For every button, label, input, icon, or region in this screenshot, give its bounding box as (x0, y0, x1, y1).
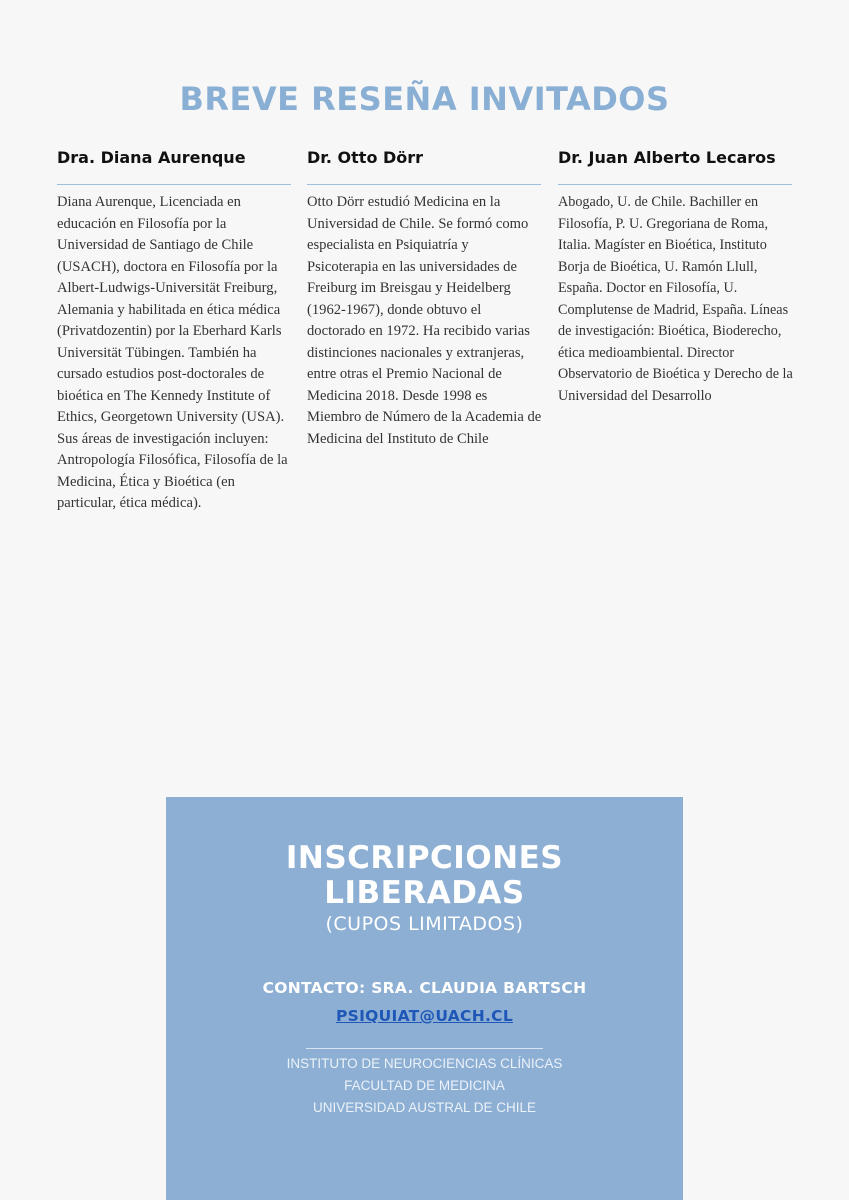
institution-line: INSTITUTO DE NEUROCIENCIAS CLÍNICAS (286, 1056, 563, 1071)
divider (57, 184, 291, 185)
guest-name: Dra. Diana Aurenque (57, 148, 246, 167)
registration-title-line1: INSCRIPCIONES (285, 840, 564, 876)
page-title: BREVE RESEÑA INVITADOS (179, 80, 670, 118)
guest-column-dorr (307, 146, 543, 450)
university-line: UNIVERSIDAD AUSTRAL DE CHILE (312, 1100, 537, 1115)
guest-bio: Diana Aurenque, Licenciada en educación en Filosofía por la Universidad de Santiago de Chile (USACH), doctora en Filosofía por la Albert-Ludwigs-Universität Freiburg, Alemania y habilitada en ética médica (Privatdozentin) por la Eberhard Karls Universität Tübingen. También ha cursado estudios post-doctorales de bioética en The Kennedy Institute of Ethics, Georgetown University (USA). Sus áreas de investigación incluyen: Antropología Filosófica, Filosofía de la Medicina, Ética y Bioética (en particular, ética médica). (57, 194, 288, 511)
divider (558, 184, 792, 185)
guest-column-lecaros (558, 146, 794, 407)
guest-bio: Abogado, U. de Chile. Bachiller en Filosofía, P. U. Gregoriana de Roma, Italia. Magíster en Bioética, Instituto Borja de Bioética, U. Ramón Llull, España. Doctor en Filosofía, U. Complutense de Madrid, España. Líneas de investigación: Bioética, Bioderecho, ética medioambiental. Director Observatorio de Bioética y Derecho de la Universidad del Desarrollo (558, 194, 793, 404)
registration-subtitle: (CUPOS LIMITADOS) (325, 913, 524, 935)
faculty-line: FACULTAD DE MEDICINA (344, 1078, 505, 1093)
institution-block (166, 1053, 683, 1119)
email-link[interactable]: PSIQUIAT@UACH.CL (335, 1007, 514, 1025)
divider (307, 184, 541, 185)
contact-line: CONTACTO: SRA. CLAUDIA BARTSCH (262, 979, 587, 997)
registration-title (166, 797, 683, 911)
registration-title-line2: LIBERADAS (324, 875, 525, 911)
guest-name: Dr. Juan Alberto Lecaros (558, 148, 776, 167)
guest-name: Dr. Otto Dörr (307, 148, 424, 167)
registration-panel (166, 797, 683, 1200)
divider (306, 1048, 543, 1049)
guest-bio: Otto Dörr estudió Medicina en la Universidad de Chile. Se formó como especialista en Psiquiatría y Psicoterapia en las universidades de Freiburg im Breisgau y Heidelberg (1962-1967), donde obtuvo el doctorado en 1972. Ha recibido varias distinciones nacionales y extranjeras, entre otras el Premio Nacional de Medicina 2018. Desde 1998 es Miembro de Número de la Academia de Medicina del Instituto de Chile (307, 194, 542, 447)
guest-column-aurenque (57, 146, 293, 515)
